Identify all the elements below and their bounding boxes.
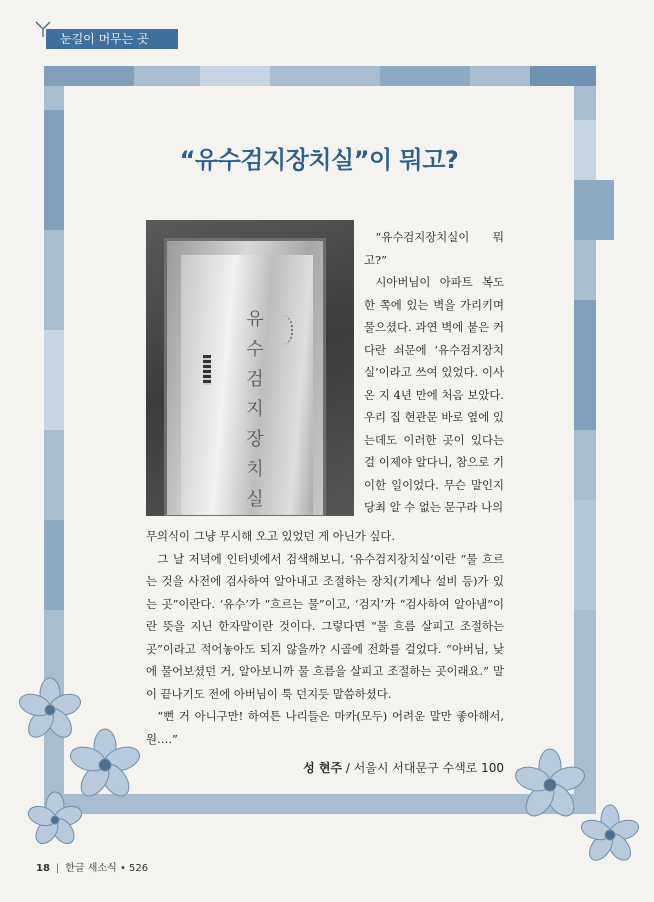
paragraph: “뻔 거 아니구만! 하여튼 나리들은 마카(모두) 어려운 말만 좋아해서, 원….” [146, 709, 504, 746]
flower-decoration-left-icon [10, 670, 160, 870]
page-footer: 18 | 한글 새소식 • 526 [36, 863, 149, 874]
article-body-text [146, 525, 504, 750]
article-column-text [364, 226, 504, 519]
author-address: / 서울시 서대문구 수색로 100 [345, 761, 504, 775]
paragraph: 시아버님이 아파트 복도 한 쪽에 있는 벽을 가리키며 물으셨다. 과연 벽에 붙은 커다란 쇠문에 ‘유수검지장치실’이라고 쓰여 있었다. 이사 온 지 4년 만에 처음 보았다. 우리 집 현관문 바로 옆에 있는데도 이러한 곳이 있다는 걸 이제야 알다니, 참으로 기이한 일이었다. 무슨 말인지 당최 알 수 없는 문구라 나의 [364, 275, 504, 514]
author-line [146, 759, 504, 776]
publication-name: 한글 새소식 • 526 [65, 863, 149, 874]
keypad [203, 355, 211, 385]
door-photo [146, 220, 354, 516]
author-name: 성 현주 [303, 761, 343, 775]
page-number: 18 [36, 863, 50, 874]
door-sign-text: 유수검지장치실 [246, 309, 264, 510]
article-title: “유수검지장치실”이 뭐고? [179, 146, 459, 174]
paragraph: “유수검지장치실이 뭐고?” [364, 230, 504, 267]
paragraph: 그 날 저녁에 인터넷에서 검색해보니, ‘유수검지장치실’이란 “물 흐르는 것을 사전에 검사하여 알아내고 조절하는 장치(기계나 설비 등)가 있는 곳”이란다. ‘유수’가 “흐르는 물”이고, ‘검지’가 “검사하여 알아냄”이란 뜻을 지닌 한자말이란 것이다. 그렇다면 “물 흐름 살피고 조절하는 곳”이라고 적어놓아도 되지 않을까? 시골에 전화를 걸었다. “아버님, 낮에 물어보셨던 거, 알아보니까 물 흐름을 살피고 조절하는 곳이래요.” 말이 끝나기도 전에 아버님이 툭 던지듯 말씀하셨다. [146, 551, 504, 701]
flower-decoration-right-icon [500, 740, 650, 890]
paragraph: 무의식이 그냥 무시해 오고 있었던 게 아닌가 싶다. [146, 529, 396, 543]
section-label: 눈길이 머무는 곳 [46, 29, 178, 49]
